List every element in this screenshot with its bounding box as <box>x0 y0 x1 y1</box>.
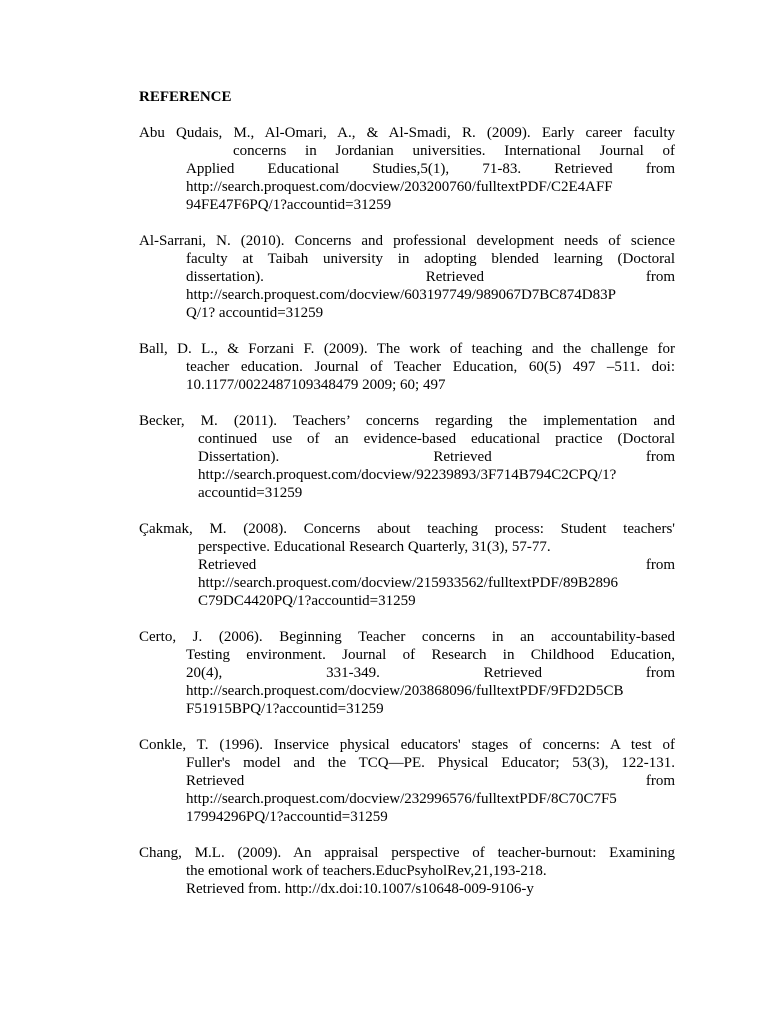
reference-line: 94FE47F6PQ/1?accountid=31259 <box>186 197 392 213</box>
reference-entry <box>139 340 675 394</box>
reference-line: the emotional work of teachers.EducPsyholRev,21,193-218. <box>186 863 547 879</box>
reference-line: continued use of an evidence-based educational practice (Doctoral <box>198 431 675 447</box>
reference-line: http://search.proquest.com/docview/603197749/989067D7BC874D83P <box>186 287 616 303</box>
reference-line: perspective. Educational Research Quarterly, 31(3), 57-77. <box>198 539 551 555</box>
reference-line: Retrieved from <box>198 557 675 573</box>
reference-entry <box>139 844 675 898</box>
reference-line: 10.1177/0022487109348479 2009; 60; 497 <box>186 377 446 393</box>
reference-line: teacher education. Journal of Teacher Education, 60(5) 497 –511. doi: <box>186 359 675 375</box>
reference-line: F51915BPQ/1?accountid=31259 <box>186 701 384 717</box>
reference-entry <box>139 232 675 322</box>
reference-line: faculty at Taibah university in adopting blended learning (Doctoral <box>186 251 675 267</box>
page-title: REFERENCE <box>139 89 232 105</box>
reference-entry <box>139 412 675 502</box>
reference-line: http://search.proquest.com/docview/203868096/fulltextPDF/9FD2D5CB <box>186 683 624 699</box>
reference-line: Q/1? accountid=31259 <box>186 305 324 321</box>
reference-line: 20(4), 331-349. Retrieved from <box>186 665 675 681</box>
reference-line: Retrieved from <box>186 773 675 789</box>
reference-line: Retrieved from. http://dx.doi:10.1007/s10648-009-9106-y <box>186 881 534 897</box>
reference-line: http://search.proquest.com/docview/232996576/fulltextPDF/8C70C7F5 <box>186 791 617 807</box>
reference-line: C79DC4420PQ/1?accountid=31259 <box>198 593 416 609</box>
reference-line: http://search.proquest.com/docview/215933562/fulltextPDF/89B2896 <box>198 575 618 591</box>
reference-line: Fuller's model and the TCQ—PE. Physical Educator; 53(3), 122-131. <box>186 755 675 771</box>
reference-line: Ball, D. L., & Forzani F. (2009). The work of teaching and the challenge for <box>139 341 675 357</box>
reference-line: dissertation). Retrieved from <box>186 269 675 285</box>
reference-entry <box>139 628 675 718</box>
reference-line: accountid=31259 <box>198 485 303 501</box>
reference-line: Applied Educational Studies,5(1), 71-83. Retrieved from <box>186 161 675 177</box>
reference-line: Testing environment. Journal of Research in Childhood Education, <box>186 647 675 663</box>
reference-line: Al-Sarrani, N. (2010). Concerns and professional development needs of science <box>139 233 675 249</box>
reference-entry <box>139 736 675 826</box>
reference-line: Chang, M.L. (2009). An appraisal perspective of teacher-burnout: Examining <box>139 845 675 861</box>
reference-line: 17994296PQ/1?accountid=31259 <box>186 809 388 825</box>
reference-line: Çakmak, M. (2008). Concerns about teaching process: Student teachers' <box>139 521 675 537</box>
reference-line: Certo, J. (2006). Beginning Teacher concerns in an accountability-based <box>139 629 675 645</box>
reference-line: http://search.proquest.com/docview/203200760/fulltextPDF/C2E4AFF <box>186 179 613 195</box>
reference-entry <box>139 520 675 610</box>
reference-list <box>139 124 675 916</box>
reference-line: http://search.proquest.com/docview/92239893/3F714B794C2CPQ/1? <box>198 467 617 483</box>
reference-line: Becker, M. (2011). Teachers’ concerns regarding the implementation and <box>139 413 675 429</box>
reference-line: concerns in Jordanian universities. International Journal of <box>233 143 675 159</box>
reference-entry <box>139 124 675 214</box>
reference-line: Abu Qudais, M., Al-Omari, A., & Al-Smadi, R. (2009). Early career faculty <box>139 125 675 141</box>
reference-line: Conkle, T. (1996). Inservice physical educators' stages of concerns: A test of <box>139 737 675 753</box>
reference-line: Dissertation). Retrieved from <box>198 449 675 465</box>
